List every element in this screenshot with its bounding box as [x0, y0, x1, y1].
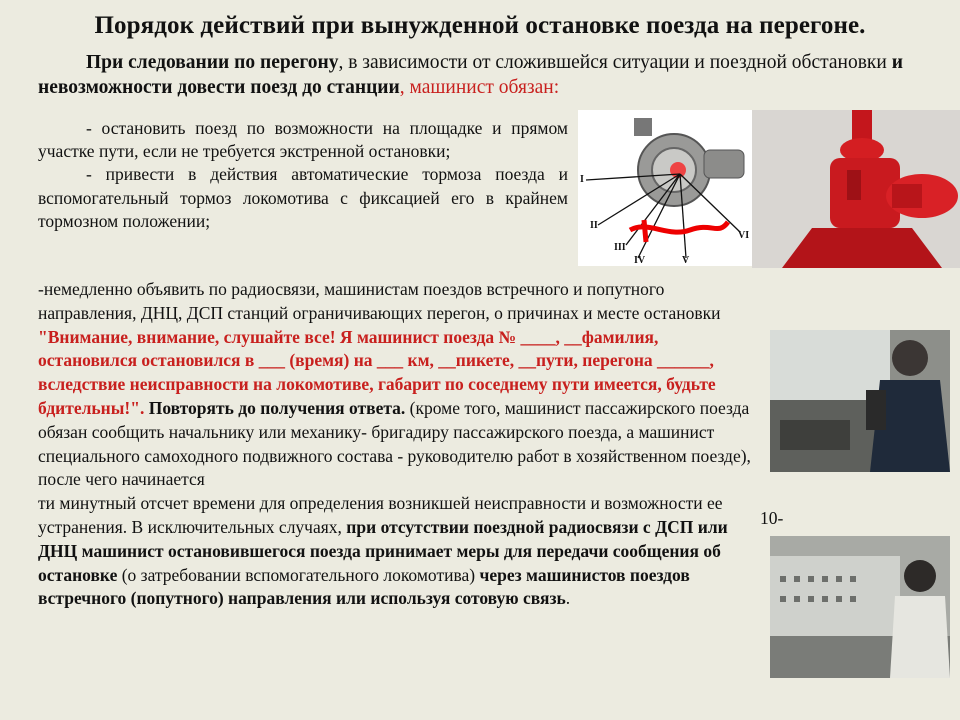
- intro-red: , машинист обязан:: [399, 77, 560, 98]
- dispatcher-console-photo: [770, 536, 950, 678]
- bullet-list: [38, 117, 568, 233]
- intro-text: , в зависимости от сложившейся ситуации и поездной обстановки: [338, 52, 892, 73]
- position-label-6: VI: [738, 230, 750, 241]
- side-number: 10-: [760, 508, 784, 528]
- no-radio-instruction: при отсутствии поездной радиосвязи с ДСП или ДНЦ машинист остановившегося поезда принимает меры для передачи сообщения об остановке: [38, 516, 728, 585]
- intro-bold-1: При следовании по перегону: [86, 52, 339, 73]
- position-label-5: V: [682, 255, 690, 266]
- red-brake-valve-photo: [752, 110, 960, 268]
- driver-cab-photo: [770, 330, 950, 472]
- main-text-1: немедленно объявить по радиосвязи, машинистам поездов встречного и попутного направления, ДНЦ, ДСП станций ограничивающих перегон, о причинах и месте остановки: [38, 279, 721, 323]
- position-label-2: II: [590, 220, 598, 231]
- bullet-item-1: - остановить поезд по возможности на площадке и прямом участке пути, если не требуется экстренной остановки;: [38, 118, 568, 162]
- intro-bold-2: и невозможности довести поезд до станции: [38, 52, 903, 98]
- radio-announcement: "Внимание, внимание, слушайте все! Я машинист поезда № ____, __фамилия, остановился остановился в ___ (время) на ___ км, __пикете, __пути, перегона ______, вследствие неисправности на локомотиве, габарит по соседнему пути имеется, будьте бдительны!".: [38, 326, 716, 418]
- via-drivers-instruction: через машинистов поездов встречного (попутного) направления или используя сотовую связь: [38, 564, 690, 609]
- main-paragraph: [38, 278, 758, 611]
- position-label-4: IV: [634, 255, 646, 266]
- main-text-4: (о затребовании вспомогательного локомотива): [117, 564, 480, 585]
- main-text-2: (кроме того, машинист пассажирского поезда обязан сообщить начальнику или механику- бригадиру пассажирского поезда, а машинист специального самоходного подвижного состава - руководителю работ в хозяйственном поезде), после чего начинается: [38, 397, 751, 490]
- repeat-instruction: Повторять до получения ответа.: [144, 397, 406, 418]
- dash-mark: -: [38, 279, 44, 299]
- position-label-3: III: [614, 242, 626, 253]
- brake-valve-diagram: [578, 110, 754, 266]
- bullet-item-2: - привести в действия автоматические тормоза поезда и вспомогательный тормоз локомотива с фиксацией его в крайнем тормозном положении;: [38, 164, 568, 231]
- main-text-end: .: [565, 588, 571, 609]
- position-label-1: I: [580, 174, 584, 185]
- page-title: Порядок действий при вынужденной остановке поезда на перегоне.: [94, 12, 866, 39]
- intro-paragraph: [38, 50, 908, 100]
- main-text-3: ти минутный отсчет времени для определения возникшей неисправности и возможности ее устранения. В исключительных случаях,: [38, 493, 723, 537]
